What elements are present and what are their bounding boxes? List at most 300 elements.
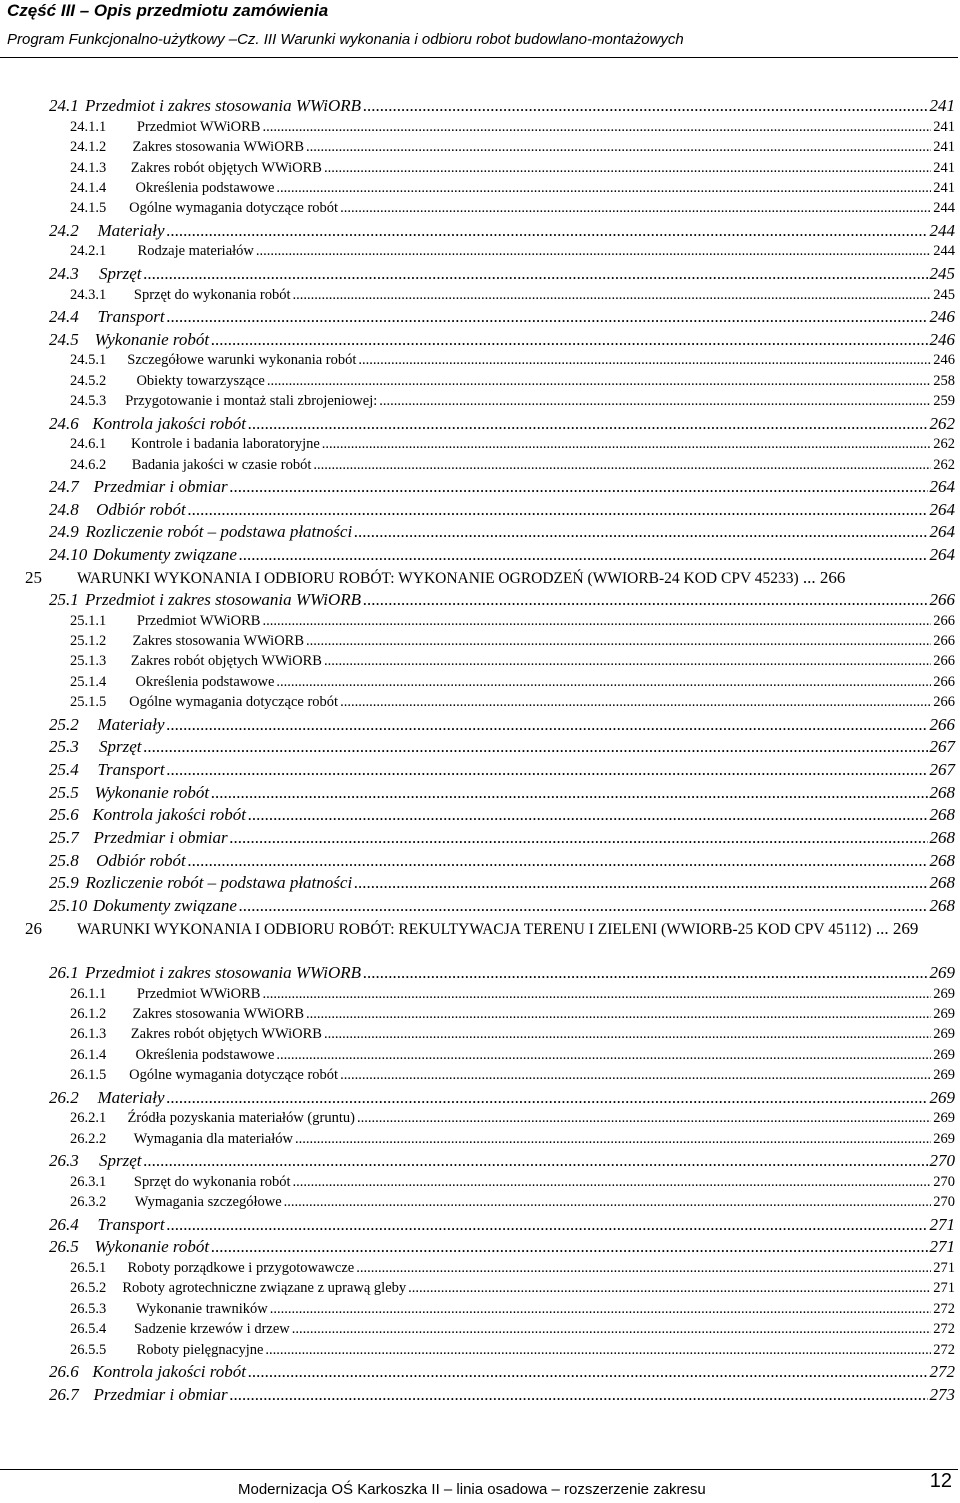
toc-entry-page: 246	[933, 352, 955, 369]
toc-leader-dots	[322, 436, 931, 453]
toc-section[interactable]	[0, 545, 955, 567]
toc-section[interactable]	[0, 1088, 955, 1110]
toc-section[interactable]	[0, 851, 955, 873]
toc-entry-title: Transport	[97, 1214, 165, 1234]
toc-entry-page: 269	[933, 1067, 955, 1084]
toc-leader-dots	[143, 737, 927, 757]
toc-entry-page: 266	[933, 653, 955, 670]
toc-entry-page: 272	[929, 1361, 955, 1381]
toc-subsection[interactable]	[0, 1131, 955, 1153]
toc-section[interactable]	[0, 1237, 955, 1259]
toc-leader-dots	[265, 1342, 931, 1359]
toc-entry-page: 272	[933, 1300, 955, 1317]
toc-subsection[interactable]	[0, 1260, 955, 1282]
toc-section[interactable]	[0, 805, 955, 827]
toc-entry-title: Przedmiot i zakres stosowania WWiORB	[84, 962, 362, 982]
toc-subsection[interactable]	[0, 1194, 955, 1216]
toc-entry-page: 271	[933, 1259, 955, 1276]
toc-section[interactable]	[0, 1215, 955, 1237]
toc-entry-page: 267	[929, 759, 955, 779]
toc-chapter-number: 25	[25, 567, 42, 587]
toc-leader-dots	[211, 783, 927, 803]
toc-entry-number: 26.5.2	[70, 1280, 107, 1297]
toc-leader-dots	[363, 96, 927, 116]
toc-entry-page: 271	[933, 1280, 955, 1297]
toc-entry-number: 26.5.5	[70, 1341, 107, 1358]
toc-entry-title: Rodzaje materiałów	[137, 243, 254, 260]
toc-entry-title: Przedmiar i obmiar	[93, 828, 228, 847]
toc-leader-dots	[324, 1026, 931, 1043]
toc-section[interactable]	[0, 783, 955, 805]
toc-entry-number: 24.6	[49, 413, 79, 433]
toc-entry-title: Zakres robót objętych WWiORB	[130, 159, 322, 176]
toc-entry-number: 26.6	[49, 1361, 79, 1381]
toc-entry-number: 24.2	[49, 220, 79, 240]
toc-subsection[interactable]	[0, 287, 955, 309]
toc-subsection[interactable]	[0, 653, 955, 675]
toc-entry-title: Przedmiot i zakres stosowania WWiORB	[84, 589, 362, 609]
toc-entry-title: Roboty agrotechniczne związane z uprawą gleby	[122, 1280, 407, 1297]
toc-leader-dots	[167, 760, 928, 780]
toc-entry-page: 264	[929, 499, 955, 519]
toc-entry-page: 269	[933, 985, 955, 1002]
footer-text: Modernizacja OŚ Karkoszka II – linia osadowa – rozszerzenie zakresu	[238, 1481, 706, 1498]
toc-entry-page: 259	[933, 393, 955, 410]
toc-entry-title: Odbiór robót	[96, 499, 186, 519]
toc-section[interactable]	[0, 96, 955, 118]
toc-chapter-title: WARUNKI WYKONANIA I ODBIORU ROBÓT: WYKONANIE OGRODZEŃ (WWIORB-24 KOD CPV 45233)	[77, 569, 799, 587]
toc-entry-number: 24.1.3	[70, 159, 107, 176]
toc-subsection[interactable]	[0, 119, 955, 141]
toc-entry-page: 245	[929, 263, 955, 283]
toc-entry-title: Transport	[97, 759, 165, 779]
toc-section[interactable]	[0, 737, 955, 759]
toc-entry-page: 244	[933, 243, 955, 260]
toc-entry-number: 26.5.3	[70, 1300, 107, 1317]
toc-entry-page: 258	[933, 372, 955, 389]
toc-subsection[interactable]	[0, 373, 955, 395]
toc-entry-number: 25.7	[49, 828, 79, 847]
toc-entry-page: 266	[933, 673, 955, 690]
toc-entry-number: 26.4	[49, 1214, 79, 1234]
toc-leader-dots	[354, 522, 927, 542]
toc-subsection[interactable]	[0, 1174, 955, 1196]
toc-entry-page: 269	[933, 1005, 955, 1022]
header-divider	[0, 57, 958, 58]
toc-leader-dots	[211, 1237, 927, 1257]
toc-entry-page: 241	[933, 118, 955, 135]
toc-leader-dots	[306, 633, 931, 650]
toc-subsection[interactable]	[0, 1006, 955, 1028]
toc-entry-page: 262	[933, 456, 955, 473]
toc-subsection[interactable]	[0, 1026, 955, 1048]
toc-leader-dots	[188, 500, 928, 520]
toc-entry-page: 269	[929, 1087, 955, 1107]
toc-entry-page: 268	[929, 850, 955, 870]
toc-leader-dots	[363, 963, 927, 983]
toc-entry-title: Wykonanie robót	[94, 329, 210, 349]
toc-chapter-page: 269	[892, 918, 919, 938]
toc-entry-number: 24.4	[49, 306, 79, 326]
toc-section[interactable]	[0, 1362, 955, 1384]
toc-subsection[interactable]	[0, 674, 955, 696]
toc-subsection[interactable]	[0, 1110, 955, 1132]
toc-entry-number: 26.1.3	[70, 1026, 107, 1043]
toc-section[interactable]	[0, 522, 955, 544]
toc-entry-number: 24.1.4	[70, 179, 107, 196]
toc-entry-title: Badania jakości w czasie robót	[131, 456, 312, 473]
toc-entry-page: 266	[933, 694, 955, 711]
toc-entry-number: 24.1.2	[70, 139, 107, 156]
toc-leader-dots	[293, 287, 932, 304]
toc-leader-dots	[262, 119, 931, 136]
toc-entry-title: Sprzęt	[98, 1151, 142, 1170]
toc-section[interactable]	[0, 500, 955, 522]
toc-leader-dots	[248, 1362, 928, 1382]
toc-leader-dots	[276, 1047, 931, 1064]
toc-leader-dots	[363, 590, 927, 610]
toc-leader-dots	[188, 851, 928, 871]
toc-leader-dots	[143, 264, 927, 284]
toc-entry-page: 270	[933, 1173, 955, 1190]
toc-leader-dots	[408, 1280, 931, 1297]
toc-entry-page: 264	[929, 545, 955, 565]
toc-chapter[interactable]	[25, 919, 955, 939]
toc-leader-dots	[306, 1006, 931, 1023]
toc-entry-page: 270	[929, 1151, 955, 1170]
toc-entry-number: 24.9	[49, 522, 79, 542]
toc-leader-dots	[358, 352, 931, 369]
toc-entry-number: 24.5.3	[70, 393, 107, 410]
toc-subsection[interactable]	[0, 1067, 955, 1089]
toc-leader-dots	[248, 805, 928, 825]
toc-section[interactable]	[0, 873, 955, 895]
toc-leader-dots	[270, 1301, 931, 1318]
toc-section[interactable]	[0, 828, 955, 850]
toc-entry-number: 26.3.1	[70, 1173, 107, 1190]
toc-leader-dots	[313, 457, 931, 474]
toc-chapter-number: 26	[25, 918, 42, 938]
toc-entry-title: Wymagania szczegółowe	[134, 1194, 282, 1211]
toc-entry-title: Ogólne wymagania dotyczące robót	[129, 200, 339, 217]
toc-section[interactable]	[0, 221, 955, 243]
toc-leader-dots	[295, 1131, 931, 1148]
toc-entry-number: 24.5	[49, 329, 79, 349]
toc-entry-title: Przedmiot WWiORB	[136, 118, 261, 135]
toc-entry-title: Określenia podstawowe	[135, 673, 275, 690]
toc-leader-dots	[284, 1194, 932, 1211]
toc-entry-title: Obiekty towarzyszące	[136, 372, 265, 389]
toc-entry-title: Sadzenie krzewów i drzew	[133, 1321, 290, 1338]
toc-entry-title: Przedmiot WWiORB	[136, 612, 261, 629]
toc-leader-dots	[276, 180, 931, 197]
toc-entry-page: 262	[933, 436, 955, 453]
toc-entry-title: Sprzęt	[98, 737, 142, 757]
toc-entry-number: 24.1.1	[70, 118, 107, 135]
toc-entry-number: 25.1	[49, 589, 79, 609]
toc-entry-number: 24.6.2	[70, 456, 107, 473]
toc-entry-number: 24.2.1	[70, 243, 107, 260]
toc-entry-title: Sprzęt do wykonania robót	[133, 1173, 291, 1190]
toc-subsection[interactable]	[0, 986, 955, 1008]
toc-entry-title: Ogólne wymagania dotyczące robót	[129, 1067, 339, 1084]
toc-leader-dots	[276, 674, 931, 691]
toc-entry-number: 24.5.1	[70, 352, 107, 369]
toc-entry-title: Przedmiar i obmiar	[93, 477, 228, 496]
toc-entry-title: Przedmiot i zakres stosowania WWiORB	[84, 96, 362, 115]
toc-section[interactable]	[0, 477, 955, 499]
toc-section[interactable]	[0, 1385, 955, 1407]
toc-entry-page: 267	[929, 737, 955, 757]
toc-leader-dots	[306, 139, 931, 156]
toc-leader-dots	[262, 986, 931, 1003]
toc-entry-number: 25.8	[49, 850, 79, 870]
toc-leader-dots	[248, 414, 928, 434]
toc-entry-page: 262	[929, 413, 955, 433]
toc-entry-number: 26.2.2	[70, 1130, 107, 1147]
toc-entry-title: Dokumenty związane	[92, 545, 237, 565]
toc-subsection[interactable]	[0, 633, 955, 655]
toc-entry-title: Przygotowanie i montaż stali zbrojeniowej:	[125, 393, 378, 410]
toc-leader-dots	[293, 1174, 932, 1191]
toc-entry-page: 266	[929, 589, 955, 609]
toc-entry-number: 26.2	[49, 1087, 79, 1107]
toc-entry-number: 26.5.1	[70, 1259, 107, 1276]
toc-entry-number: 24.6.1	[70, 436, 107, 453]
toc-entry-number: 25.1.3	[70, 653, 107, 670]
toc-entry-page: 269	[933, 1026, 955, 1043]
toc-entry-page: 271	[929, 1237, 955, 1257]
toc-subsection[interactable]	[0, 457, 955, 479]
toc-chapter-page: 266	[819, 567, 846, 587]
toc-entry-title: Materiały	[97, 1087, 165, 1107]
toc-entry-title: Zakres robót objętych WWiORB	[130, 1026, 322, 1043]
toc-entry-title: Wykonanie robót	[94, 1237, 210, 1257]
toc-entry-title: Kontrole i badania laboratoryjne	[130, 436, 320, 453]
toc-leader-dots	[230, 828, 928, 848]
toc-section[interactable]	[0, 963, 955, 985]
toc-entry-number: 26.1.1	[70, 985, 107, 1002]
toc-entry-title: Szczegółowe warunki wykonania robót	[127, 352, 357, 369]
toc-entry-number: 25.9	[49, 873, 79, 893]
toc-entry-number: 24.1	[49, 96, 79, 115]
toc-entry-page: 272	[933, 1321, 955, 1338]
toc-subsection[interactable]	[0, 200, 955, 222]
header-title: Część III – Opis przedmiotu zamówienia	[7, 1, 329, 20]
toc-entry-number: 25.6	[49, 805, 79, 825]
toc-entry-page: 241	[933, 159, 955, 176]
toc-entry-page: 269	[933, 1046, 955, 1063]
toc-entry-page: 244	[933, 200, 955, 217]
toc-entry-number: 24.3.1	[70, 286, 107, 303]
toc-entry-number: 24.1.5	[70, 200, 107, 217]
toc-entry-page: 266	[933, 632, 955, 649]
toc-leader-dots	[340, 200, 931, 217]
toc-entry-number: 24.8	[49, 499, 79, 519]
toc-entry-title: Materiały	[97, 220, 165, 240]
footer-divider	[0, 1469, 958, 1470]
toc-entry-title: Zakres stosowania WWiORB	[132, 632, 305, 649]
toc-section[interactable]	[0, 715, 955, 737]
toc-leader-dots	[167, 307, 928, 327]
header-subtitle: Program Funkcjonalno-użytkowy –Cz. III Warunki wykonania i odbioru robot budowlano-montażowych	[7, 31, 684, 48]
toc-entry-page: 241	[933, 139, 955, 156]
toc-entry-title: Przedmiar i obmiar	[93, 1384, 228, 1404]
toc-leader-dots	[357, 1110, 931, 1127]
toc-entry-number: 26.1.4	[70, 1046, 107, 1063]
toc-leader-dots	[167, 1215, 928, 1235]
toc-entry-title: Przedmiot WWiORB	[136, 985, 261, 1002]
toc-section[interactable]	[0, 330, 955, 352]
toc-entry-page: 264	[929, 522, 955, 542]
toc-entry-number: 24.3	[49, 263, 79, 283]
toc-entry-page: 272	[933, 1341, 955, 1358]
toc-entry-number: 25.2	[49, 714, 79, 734]
toc-entry-page: 268	[929, 896, 955, 916]
toc-section[interactable]	[0, 264, 955, 286]
toc-entry-number: 26.2.1	[70, 1110, 107, 1127]
toc-leader-dots	[356, 1260, 931, 1277]
toc-entry-title: Ogólne wymagania dotyczące robót	[129, 694, 339, 711]
toc-subsection[interactable]	[0, 180, 955, 202]
toc-leader-dots	[167, 221, 928, 241]
toc-leader-dots	[230, 1385, 928, 1405]
toc-entry-title: Wykonanie robót	[94, 782, 210, 802]
toc-entry-page: 266	[933, 612, 955, 629]
toc-entry-title: Kontrola jakości robót	[92, 805, 246, 825]
toc-section[interactable]	[0, 414, 955, 436]
toc-entry-number: 25.1.2	[70, 632, 107, 649]
toc-entry-number: 25.10	[49, 896, 88, 916]
toc-leader-dots	[239, 545, 928, 565]
toc-entry-number: 25.1.5	[70, 694, 107, 711]
toc-leader-dots	[167, 715, 928, 735]
toc-entry-title: Dokumenty związane	[92, 896, 237, 916]
toc-entry-number: 25.1.1	[70, 612, 107, 629]
toc-subsection[interactable]	[0, 1301, 955, 1323]
toc-entry-page: 268	[929, 873, 955, 893]
toc-subsection[interactable]	[0, 1321, 955, 1343]
toc-subsection[interactable]	[0, 160, 955, 182]
toc-section[interactable]	[0, 307, 955, 329]
toc-entry-page: 244	[929, 220, 955, 240]
toc-entry-title: Materiały	[97, 714, 165, 734]
toc-entry-number: 26.5	[49, 1237, 79, 1257]
toc-entry-title: Rozliczenie robót – podstawa płatności	[85, 873, 353, 893]
toc-leader-dots	[167, 1088, 928, 1108]
toc-entry-page: 241	[933, 179, 955, 196]
toc-entry-number: 25.4	[49, 759, 79, 779]
toc-entry-page: 268	[929, 828, 955, 847]
toc-leader-dots	[340, 694, 931, 711]
toc-section[interactable]	[0, 590, 955, 612]
toc-entry-page: 268	[929, 805, 955, 825]
toc-section[interactable]	[0, 760, 955, 782]
toc-entry-title: Źródła pozyskania materiałów (gruntu)	[127, 1110, 355, 1127]
toc-entry-title: Zakres stosowania WWiORB	[132, 1005, 305, 1022]
toc-leader-dots	[239, 896, 928, 916]
toc-entry-number: 24.10	[49, 545, 88, 565]
toc-subsection[interactable]	[0, 1342, 955, 1364]
toc-entry-title: Sprzęt do wykonania robót	[133, 286, 291, 303]
toc-subsection[interactable]	[0, 694, 955, 716]
toc-entry-number: 26.3	[49, 1151, 79, 1170]
toc-entry-number: 24.5.2	[70, 372, 107, 389]
toc-entry-page: 270	[933, 1194, 955, 1211]
toc-leader-dots	[324, 653, 931, 670]
toc-entry-number: 26.7	[49, 1384, 79, 1404]
footer-page-number: 12	[929, 1470, 952, 1492]
toc-entry-number: 26.1.5	[70, 1067, 107, 1084]
toc-chapter[interactable]	[25, 568, 955, 588]
toc-entry-number: 26.1.2	[70, 1005, 107, 1022]
toc-entry-title: Kontrola jakości robót	[92, 413, 246, 433]
toc-section[interactable]	[0, 896, 955, 918]
toc-leader-dots	[230, 477, 928, 497]
toc-subsection[interactable]	[0, 352, 955, 374]
toc-leader-dots	[262, 613, 931, 630]
toc-entry-title: Wymagania dla materiałów	[133, 1130, 293, 1147]
toc-subsection[interactable]	[0, 1280, 955, 1302]
toc-subsection[interactable]	[0, 243, 955, 265]
toc-chapter-title: WARUNKI WYKONANIA I ODBIORU ROBÓT: REKULTYWACJA TERENU I ZIELENI (WWIORB-25 KOD CPV 45112)	[77, 920, 872, 938]
toc-entry-number: 25.3	[49, 737, 79, 757]
toc-leader-dots	[211, 330, 927, 350]
toc-subsection[interactable]	[0, 613, 955, 635]
toc-subsection[interactable]	[0, 1047, 955, 1069]
toc-leader-dots	[354, 873, 927, 893]
toc-leader-dots	[292, 1321, 931, 1338]
toc-subsection[interactable]	[0, 139, 955, 161]
toc-subsection[interactable]	[0, 393, 955, 415]
toc-entry-title: Transport	[97, 306, 165, 326]
toc-entry-page: 269	[933, 1110, 955, 1127]
toc-entry-page: 241	[929, 96, 955, 115]
toc-entry-title: Określenia podstawowe	[135, 1046, 275, 1063]
toc-entry-page: 273	[929, 1384, 955, 1404]
toc-entry-number: 26.5.4	[70, 1321, 107, 1338]
toc-entry-page: 264	[929, 477, 955, 496]
toc-entry-page: 271	[929, 1214, 955, 1234]
toc-leader-dots	[340, 1067, 931, 1084]
toc-leader-dots	[267, 373, 931, 390]
toc-entry-number: 25.1.4	[70, 673, 107, 690]
toc-entry-title: Kontrola jakości robót	[92, 1361, 246, 1381]
toc-entry-title: Zakres robót objętych WWiORB	[130, 653, 322, 670]
toc-entry-title: Zakres stosowania WWiORB	[132, 139, 305, 156]
toc-entry-title: Sprzęt	[98, 263, 142, 283]
toc-entry-page: 246	[929, 306, 955, 326]
toc-entry-number: 26.3.2	[70, 1194, 107, 1211]
toc-entry-title: Wykonanie trawników	[136, 1300, 268, 1317]
toc-section[interactable]	[0, 1151, 955, 1173]
toc-leader-dots	[379, 393, 931, 410]
toc-leader-dots	[143, 1151, 927, 1171]
toc-entry-page: 246	[929, 329, 955, 349]
toc-leader-dots: ...	[871, 918, 893, 938]
toc-subsection[interactable]	[0, 436, 955, 458]
toc-entry-page: 268	[929, 782, 955, 802]
toc-entry-title: Roboty porządkowe i przygotowawcze	[127, 1259, 355, 1276]
toc-entry-page: 245	[933, 286, 955, 303]
toc-entry-title: Odbiór robót	[96, 850, 186, 870]
toc-entry-title: Roboty pielęgnacyjne	[136, 1341, 264, 1358]
toc-entry-title: Rozliczenie robót – podstawa płatności	[85, 522, 353, 542]
toc-leader-dots: ...	[798, 567, 820, 587]
toc-leader-dots	[256, 243, 931, 260]
toc-entry-number: 26.1	[49, 962, 79, 982]
toc-entry-page: 266	[929, 714, 955, 734]
